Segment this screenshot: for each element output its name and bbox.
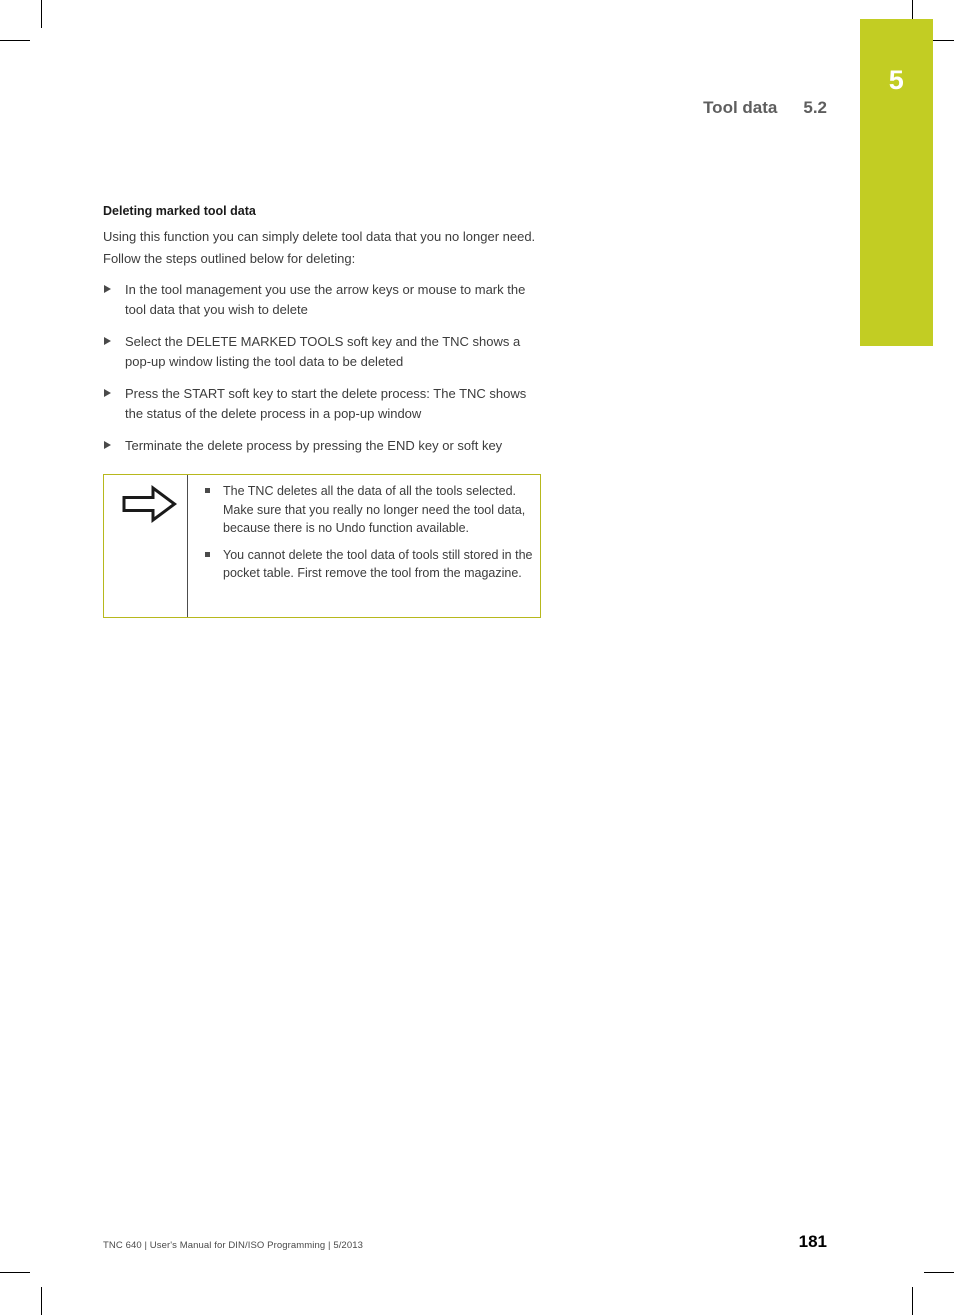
page-number: 181	[798, 1232, 827, 1251]
crop-mark-top-left-vertical	[41, 0, 42, 28]
list-item	[203, 546, 534, 583]
page-title: Deleting marked tool data	[103, 204, 256, 218]
list-item-label: In the tool management you use the arrow keys or mouse to mark the tool data that you wish to delete	[125, 282, 526, 317]
footer-text: TNC 640 | User's Manual for DIN/ISO Programming | 5/2013	[103, 1240, 363, 1251]
crop-mark-bottom-left-horizontal	[0, 1272, 30, 1273]
note-box	[103, 474, 541, 618]
list-item	[103, 280, 543, 319]
list-item	[103, 384, 543, 423]
note-list	[203, 482, 534, 583]
main-content	[103, 203, 543, 456]
crop-mark-bottom-left-vertical	[41, 1287, 42, 1315]
list-item-label: Press the START soft key to start the delete process: The TNC shows the status of the delete process in a pop-up window	[125, 386, 527, 421]
running-head	[0, 98, 827, 118]
running-head-section: 5.2	[803, 98, 827, 117]
triangle-bullet-icon	[104, 389, 111, 397]
list-item-label: The TNC deletes all the data of all the tools selected. Make sure that you really no longer need the tool data, because there is no Undo function available.	[223, 484, 526, 535]
note-box-divider	[187, 475, 188, 617]
list-item	[103, 436, 543, 456]
list-item-label: Terminate the delete process by pressing the END key or soft key	[125, 438, 503, 454]
list-item-label: You cannot delete the tool data of tools still stored in the pocket table. First remove the tool from the magazine.	[223, 547, 533, 580]
triangle-bullet-icon	[104, 285, 111, 293]
crop-mark-bottom-right-vertical	[912, 1287, 913, 1315]
triangle-bullet-icon	[104, 441, 111, 449]
square-bullet-icon	[205, 552, 210, 557]
crop-mark-top-left-horizontal	[0, 40, 30, 41]
crop-mark-bottom-right-horizontal	[924, 1272, 954, 1273]
list-item	[203, 482, 534, 538]
chapter-number: 5	[888, 65, 905, 95]
running-head-title: Tool data	[703, 98, 778, 117]
list-item	[103, 332, 543, 371]
square-bullet-icon	[205, 488, 210, 493]
chapter-thumb-tab	[860, 19, 933, 346]
intro-paragraph: Using this function you can simply delete tool data that you no longer need.	[103, 228, 536, 244]
list-item-label: Select the DELETE MARKED TOOLS soft key and the TNC shows a pop-up window listing the tool data to be deleted	[125, 334, 521, 369]
right-arrow-outline-icon	[121, 484, 178, 524]
step-list	[103, 280, 543, 456]
triangle-bullet-icon	[104, 337, 111, 345]
follow-paragraph: Follow the steps outlined below for deleting:	[103, 250, 356, 266]
